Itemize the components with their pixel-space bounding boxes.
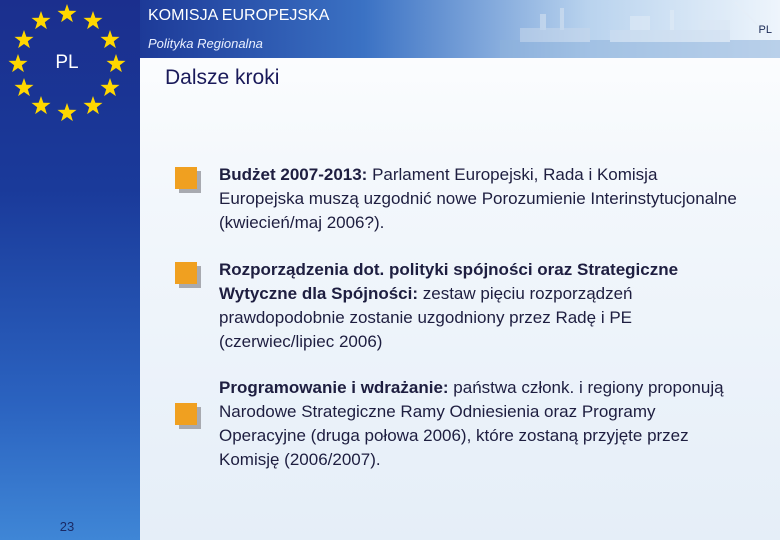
sidebar bbox=[0, 0, 140, 540]
country-label: PL bbox=[55, 52, 79, 73]
orange-square-bullet-icon bbox=[175, 167, 197, 189]
list-item bbox=[219, 258, 739, 354]
list-item bbox=[219, 163, 739, 235]
list-item-body: Parlament Europejski, Rada i Komisja Europejska muszą uzgodnić nowe Porozumienie Interinstytucjonalne (kwiecień/maj 2006?). bbox=[219, 165, 737, 232]
language-code: PL bbox=[758, 24, 772, 36]
list-item bbox=[219, 376, 739, 472]
list-item-heading: Programowanie i wdrażanie: bbox=[219, 378, 449, 397]
org-title: KOMISJA EUROPEJSKA bbox=[148, 7, 330, 24]
header-subtitle: Polityka Regionalna bbox=[148, 36, 263, 51]
list-item-heading: Rozporządzenia dot. polityki spójności oraz Strategiczne Wytyczne dla Spójności: bbox=[219, 260, 679, 303]
list-item-heading: Budżet 2007-2013: bbox=[219, 165, 368, 184]
page-number: 23 bbox=[59, 519, 75, 534]
slide-title: Dalsze kroki bbox=[165, 66, 280, 89]
harbor-image bbox=[500, 0, 780, 58]
list-item-body: państwa członk. i regiony proponują Narodowe Strategiczne Ramy Odniesienia oraz Programy Operacyjne (druga połowa 2006), które zostaną przyjęte przez Komisję (2006/2007). bbox=[219, 378, 724, 469]
orange-square-bullet-icon bbox=[175, 262, 197, 284]
orange-square-bullet-icon bbox=[175, 403, 197, 425]
list-item-body: zestaw pięciu rozporządzeń prawdopodobnie zostanie uzgodniony przez Radę i PE (czerwiec/lipiec 2006) bbox=[219, 284, 633, 351]
